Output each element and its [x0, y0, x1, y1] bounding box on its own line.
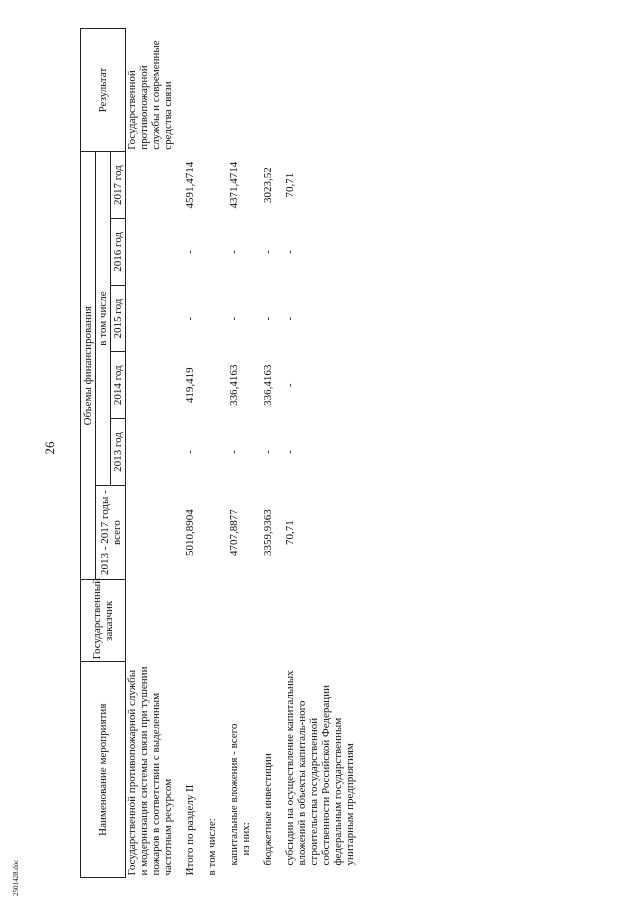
- cell-2013: -: [184, 450, 196, 454]
- cell-customer: [206, 580, 218, 662]
- cell-result: [262, 29, 274, 152]
- cell-2015: -: [262, 316, 274, 321]
- header-including: в том числе: [96, 152, 111, 486]
- page-number: 26: [42, 441, 57, 455]
- header-year-2017: 2017 год: [111, 152, 126, 219]
- cell-2016: -: [184, 250, 196, 254]
- cell-2014: 336,4163: [228, 364, 240, 406]
- table-row: [184, 29, 196, 878]
- cell-total: 3359,9363: [262, 509, 274, 556]
- cell-2016: [206, 218, 218, 285]
- cell-name: из них:: [240, 822, 252, 856]
- financing-table-container: [80, 28, 600, 878]
- table-row: [284, 29, 356, 878]
- header-total: 2013 - 2017 годы - всего: [96, 485, 126, 579]
- financing-table: [80, 28, 356, 878]
- cell-total: 4707,8877: [228, 509, 240, 556]
- cell-2017: 4591,4714: [184, 161, 196, 209]
- cell-result: [184, 29, 196, 152]
- cell-total: [126, 485, 175, 579]
- cell-2017: 70,71: [284, 172, 296, 198]
- cell-name: бюджетные инвестиции: [262, 753, 274, 866]
- document-code: 2501428.doc: [12, 859, 20, 896]
- cell-2013: [126, 419, 175, 486]
- cell-customer: [126, 580, 175, 662]
- cell-2014: [126, 352, 175, 419]
- cell-2017: [206, 152, 218, 219]
- cell-2015: -: [284, 316, 296, 321]
- cell-result: [206, 29, 218, 152]
- cell-2014: -: [284, 383, 296, 388]
- cell-2015: [240, 285, 252, 352]
- cell-customer: [228, 580, 240, 662]
- cell-2015: [206, 285, 218, 352]
- cell-customer: [240, 580, 252, 662]
- cell-2017: 3023,52: [262, 167, 274, 203]
- table-body: [126, 29, 357, 878]
- header-result: Результат: [81, 29, 126, 152]
- table-header: [81, 29, 126, 878]
- table-row: [228, 29, 240, 878]
- cell-result: [284, 29, 356, 152]
- cell-2013: -: [284, 450, 296, 454]
- cell-2016: -: [262, 250, 274, 254]
- cell-2015: -: [184, 316, 196, 321]
- cell-2017: [126, 152, 175, 219]
- cell-2014: [240, 352, 252, 419]
- cell-2013: [206, 419, 218, 486]
- cell-total: [240, 485, 252, 579]
- cell-2016: [240, 218, 252, 285]
- cell-total: 5010,8904: [184, 509, 196, 556]
- cell-2013: -: [262, 450, 274, 454]
- table-row: [262, 29, 274, 878]
- cell-2017: 4371,4714: [228, 161, 240, 209]
- cell-2015: [126, 285, 175, 352]
- cell-result: [228, 29, 240, 152]
- header-year-2015: 2015 год: [111, 285, 126, 352]
- table-row: [240, 29, 252, 878]
- cell-2013: [240, 419, 252, 486]
- cell-2017: [240, 152, 252, 219]
- cell-total: [206, 485, 218, 579]
- cell-2016: -: [228, 250, 240, 254]
- cell-2014: [206, 352, 218, 419]
- cell-2013: -: [228, 450, 240, 454]
- header-customer: Государственный заказчик: [81, 580, 126, 662]
- header-financing: Объемы финансирования: [81, 152, 96, 580]
- cell-name: капитальные вложения - всего: [228, 723, 240, 866]
- cell-result: [240, 29, 252, 152]
- cell-name: в том числе:: [206, 818, 218, 876]
- cell-2016: -: [284, 250, 296, 254]
- header-name: Наименование мероприятия: [81, 662, 126, 878]
- cell-total: 70,71: [284, 520, 296, 545]
- cell-name: Государственной противопожарной службы и модернизация системы связи при тушении пожаров в соответствии с выделенным частотным ресурсом: [126, 666, 174, 876]
- cell-2014: 336,4163: [262, 364, 274, 406]
- cell-2015: -: [228, 316, 240, 321]
- cell-2014: 419,419: [184, 367, 196, 404]
- cell-name: Итого по разделу II: [184, 784, 196, 876]
- table-row: [206, 29, 218, 878]
- cell-result: Государственной противопожарной службы и современные средства связи: [126, 40, 174, 150]
- cell-customer: [262, 580, 274, 662]
- cell-name: субсидии на осуществление капитальных вложений в объекты капиталь-ного строительства государственной собственности Российской Федерации федеральным государственным унитарным предприятиям: [284, 670, 356, 866]
- cell-2016: [126, 218, 175, 285]
- header-year-2014: 2014 год: [111, 352, 126, 419]
- header-year-2013: 2013 год: [111, 419, 126, 486]
- header-year-2016: 2016 год: [111, 218, 126, 285]
- cell-customer: [284, 580, 356, 662]
- table-row: [126, 29, 175, 878]
- cell-customer: [184, 580, 196, 662]
